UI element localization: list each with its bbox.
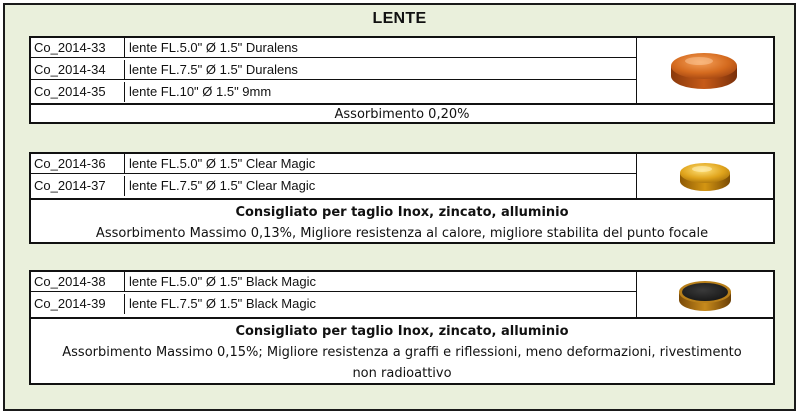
table-row <box>31 154 636 174</box>
product-code: Co_2014-34 <box>31 60 125 79</box>
product-description: lente FL.7.5" Ø 1.5" Clear Magic <box>129 178 316 193</box>
table-row <box>31 60 636 80</box>
lens-image-cell <box>636 272 773 317</box>
product-description: lente FL.5.0" Ø 1.5" Clear Magic <box>129 156 316 171</box>
table-row <box>31 38 636 58</box>
recommendation-note <box>31 198 773 244</box>
black-lens-image <box>677 276 733 314</box>
absorption-note <box>31 103 773 124</box>
product-code: Co_2014-37 <box>31 176 125 196</box>
recommendation-title: Consigliato per taglio Inox, zincato, alluminio <box>235 324 569 339</box>
recommendation-title: Consigliato per taglio Inox, zincato, alluminio <box>235 205 569 220</box>
note-text: Assorbimento 0,20% <box>334 107 470 122</box>
page-title: LENTE <box>372 10 427 27</box>
table-row <box>31 176 636 196</box>
orange-lens-image <box>669 46 739 94</box>
product-code: Co_2014-33 <box>31 38 125 57</box>
product-code: Co_2014-35 <box>31 82 125 102</box>
product-group-duralens <box>29 36 775 124</box>
product-description: lente FL.7.5" Ø 1.5" Duralens <box>129 62 298 77</box>
gold-lens-image <box>678 158 732 194</box>
table-row <box>31 272 636 292</box>
lente-panel <box>3 3 796 411</box>
table-row <box>31 294 636 314</box>
table-row <box>31 82 636 102</box>
note-text: Assorbimento Massimo 0,13%, Migliore resistenza al calore, migliore stabilita del punto focale <box>95 226 709 241</box>
lens-image-cell <box>636 154 773 198</box>
product-description: lente FL.7.5" Ø 1.5" Black Magic <box>129 296 316 311</box>
product-description: lente FL.10" Ø 1.5" 9mm <box>129 84 272 99</box>
product-code: Co_2014-39 <box>31 294 125 314</box>
recommendation-note <box>31 317 773 385</box>
product-group-clear-magic <box>29 152 775 244</box>
note-text: Assorbimento Massimo 0,15%; Migliore resistenza a graffi e riflessioni, meno deformazioni, rivestimento non radioattivo <box>62 345 742 381</box>
product-code: Co_2014-38 <box>31 272 125 291</box>
lens-image-cell <box>636 38 773 103</box>
product-code: Co_2014-36 <box>31 154 125 173</box>
product-description: lente FL.5.0" Ø 1.5" Black Magic <box>129 274 316 289</box>
product-description: lente FL.5.0" Ø 1.5" Duralens <box>129 40 298 55</box>
product-group-black-magic <box>29 270 775 385</box>
